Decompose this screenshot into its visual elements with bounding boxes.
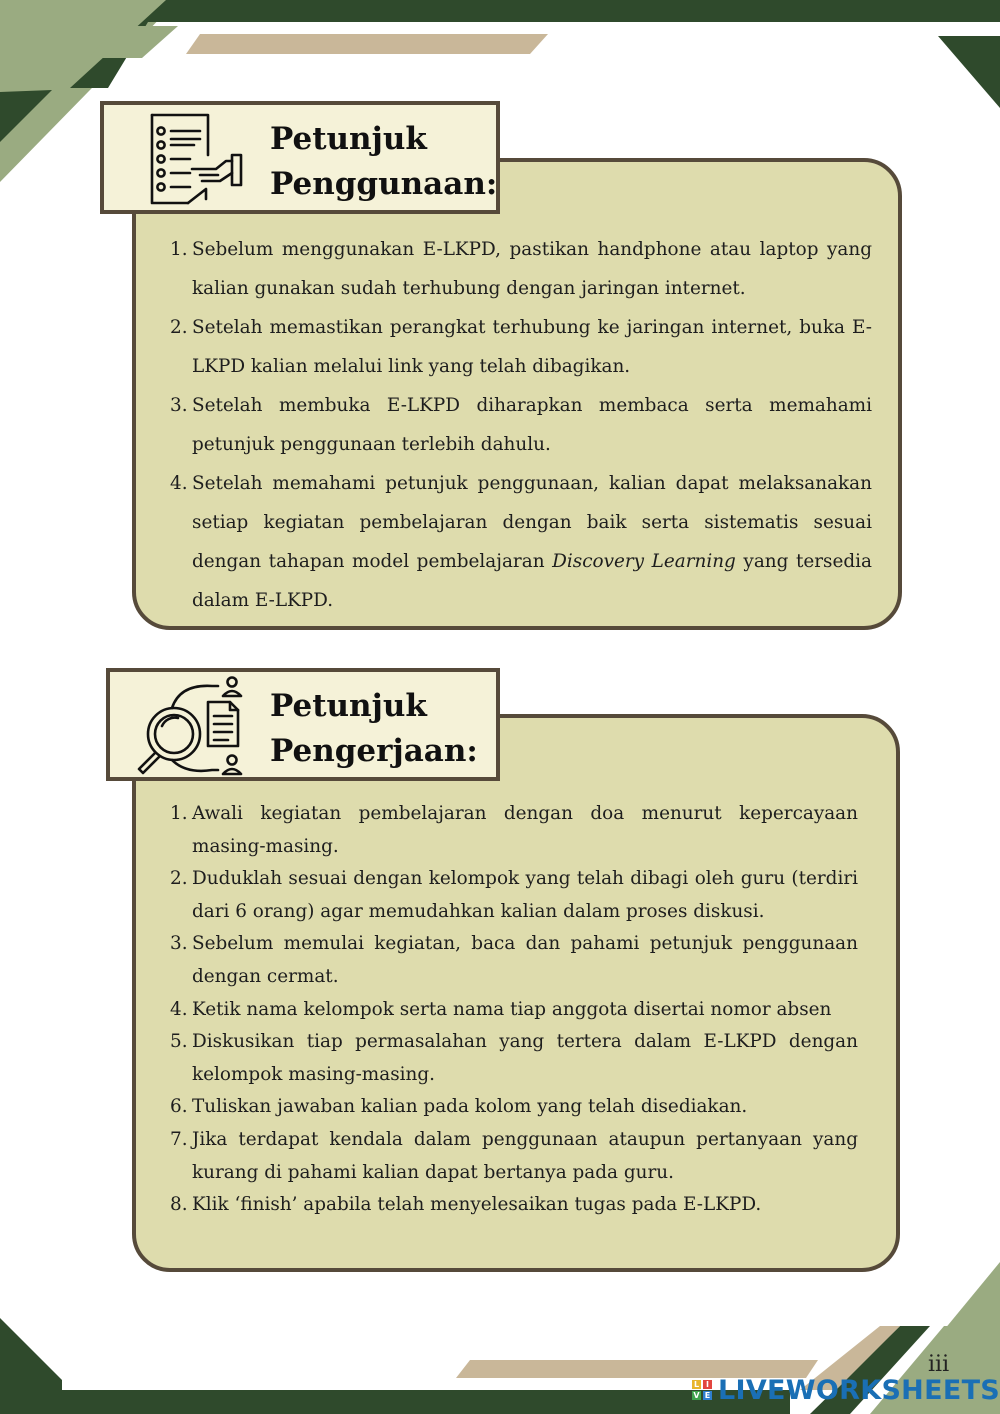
work-title-box bbox=[106, 668, 500, 781]
bottom-right-light-triangle bbox=[944, 1262, 1000, 1330]
usage-item: 1. Sebelum menggunakan E-LKPD, pastikan handphone atau laptop yang kalian gunakan sudah terhubung dengan jaringan internet. bbox=[170, 239, 872, 299]
page-number: iii bbox=[928, 1352, 950, 1377]
bottom-dark-band-left bbox=[0, 1390, 470, 1414]
magnifier-document-icon bbox=[132, 674, 258, 778]
top-right-dark-triangle bbox=[938, 36, 1000, 108]
top-tan-stripe bbox=[186, 34, 548, 54]
work-item: 2. Duduklah sesuai dengan kelompok yang telah dibagi oleh guru (terdiri dari 6 orang) agar memudahkan kalian dalam proses diskusi. bbox=[170, 868, 858, 922]
watermark-text: LIVEWORKSHEETS bbox=[718, 1374, 1000, 1406]
liveworksheets-watermark[interactable] bbox=[692, 1370, 1000, 1410]
work-list bbox=[140, 798, 858, 1222]
usage-title: Petunjuk Penggunaan: bbox=[270, 121, 498, 202]
liveworksheets-logo-icon: L I V E bbox=[693, 1380, 711, 1400]
work-item: 4. Ketik nama kelompok serta nama tiap anggota disertai nomor absen bbox=[170, 998, 832, 1020]
work-item: 6. Tuliskan jawaban kalian pada kolom yang telah disediakan. bbox=[170, 1096, 748, 1118]
work-panel bbox=[132, 714, 900, 1272]
usage-list bbox=[140, 230, 872, 620]
checklist-hand-icon bbox=[144, 111, 244, 209]
work-title: Petunjuk Pengerjaan: bbox=[270, 688, 478, 769]
usage-item: 3. Setelah membuka E-LKPD diharapkan membaca serta memahami petunjuk penggunaan terlebih dahulu. bbox=[170, 395, 872, 455]
usage-item: 2. Setelah memastikan perangkat terhubung ke jaringan internet, buka E-LKPD kalian melalui link yang telah dibagikan. bbox=[170, 317, 872, 377]
work-item: 8. Klik ‘finish’ apabila telah menyelesaikan tugas pada E-LKPD. bbox=[170, 1194, 762, 1216]
usage-item: 4. Setelah memahami petunjuk penggunaan, kalian dapat melaksanakan setiap kegiatan pembelajaran dengan baik serta sistematis sesuai dengan tahapan model pembelajaran Discovery Learning yang tersedia dalam E-LKPD. bbox=[170, 473, 873, 611]
work-item: 5. Diskusikan tiap permasalahan yang tertera dalam E-LKPD dengan kelompok masing-masing. bbox=[170, 1031, 858, 1085]
work-item: 3. Sebelum memulai kegiatan, baca dan pahami petunjuk penggunaan dengan cermat. bbox=[170, 933, 858, 987]
work-item: 7. Jika terdapat kendala dalam penggunaan ataupun pertanyaan yang kurang di pahami kalian dapat bertanya pada guru. bbox=[170, 1128, 858, 1183]
work-item: 1. Awali kegiatan pembelajaran dengan doa menurut kepercayaan masing-masing. bbox=[170, 803, 858, 857]
usage-panel bbox=[132, 158, 902, 630]
usage-title-box bbox=[100, 101, 500, 214]
